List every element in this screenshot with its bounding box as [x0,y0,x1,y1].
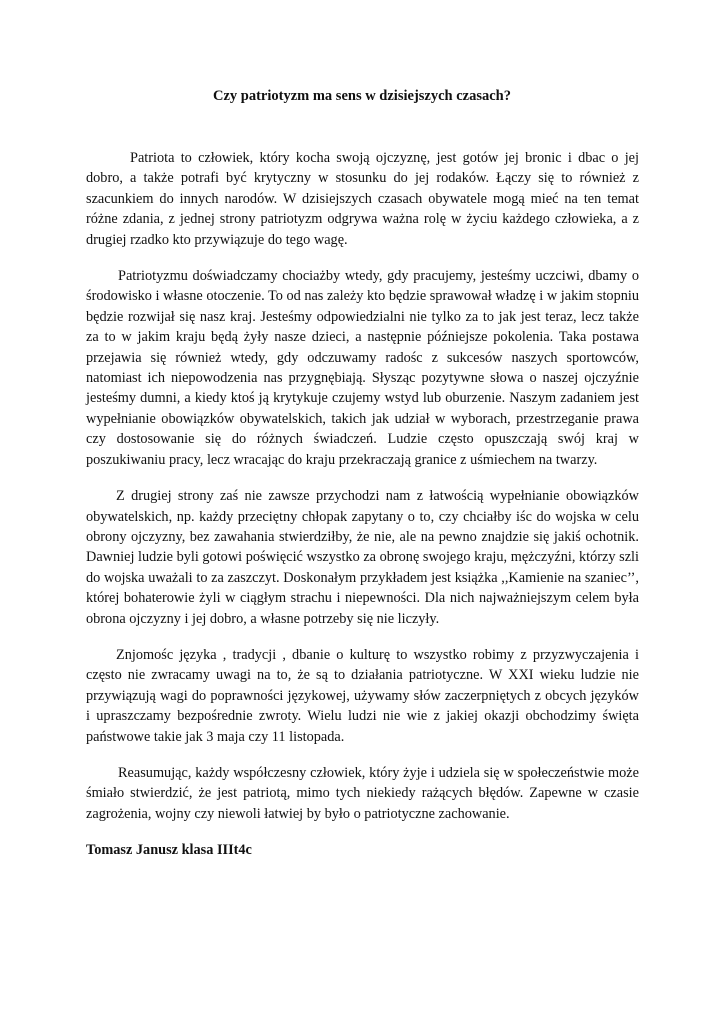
paragraph-language-tradition: Znjomośc języka , tradycji , dbanie o kulturę to wszystko robimy z przyzwyczajenia i często nie zwracamy uwagi na to, że są to działania patriotyczne. W XXI wieku ludzie nie przywiązują wagi do poprawności językowej, używamy słów zaczerpniętych z obcych języków i upraszczamy bezpośrednie zwroty. Wielu ludzi nie wie z jakiej okazji obchodzimy święta państwowe takie jak 3 maja czy 11 listopada. [86,646,639,745]
paragraph-counterpoint: Z drugiej strony zaś nie zawsze przychodzi nam z łatwością wypełnianie obowiązków obywatelskich, np. każdy przeciętny chłopak zapytany o to, czy chciałby iśc do wojska w celu obrony ojczyzny, bez zawahania stwierdziłby, że nie, ale na pewno znajdzie się jakiś ochotnik. Dawniej ludzie byli gotowi poświęcić wszystko za obronę swojego kraju, mężczyźni, którzy szli do wojska uważali to za zaszczyt. Doskonałym przykładem jest książka ,,Kamienie na szaniec’’, której bohaterowie żyli w ciągłym strachu i niepewności. Dla nich najważniejszym celem była obrona ojczyzny i jej dobro, a własne potrzeby się nie liczyły. [86,488,639,627]
document-title: Czy patriotyzm ma sens w dzisiejszych czasach? [212,88,511,104]
paragraph-patriotism-examples: Patriotyzmu doświadczamy chociażby wtedy, gdy pracujemy, jesteśmy uczciwi, dbamy o środowisko i własne otoczenie. To od nas zależy kto będzie sprawował władzę i w jakim stopniu będzie rozwijał się nasz kraj. Jesteśmy odpowiedzialni nie tylko za to jak jest teraz, lecz także za to w jakim kraju będą żyły nasze dzieci, a następnie późniejsze pokolenia. Taka postawa przejawia się również wtedy, gdy odczuwamy radośc z sukcesów naszych sportowców, natomiast ich niepowodzenia nas przygnębiają. Słysząc pozytywne słowa o naszej ojczyźnie jesteśmy dumni, a kiedy ktoś ją krytykuje czujemy wstyd lub oburzenie. Naszym zadaniem jest wypełnianie obowiązków obywatelskich, takich jak udział w wyborach, przestrzeganie prawa czy dostosowanie się do różnych świadczeń. Ludzie często opuszczają swój kraj w poszukiwaniu pracy, lecz wracając do kraju przekraczają granice z uśmiechem na twarzy. [86,268,639,468]
paragraph-intro: Patriota to człowiek, który kocha swoją ojczyznę, jest gotów jej bronic i dbac o jej dobro, a także potrafi być krytyczny w stosunku do jej rodaków. Łączy się to również z szacunkiem do innych narodów. W dzisiejszych czasach obywatele mogą mieć na ten temat różne zdania, z jednej strony patriotyzm odgrywa ważna rolę w życiu każdego człowieka, a z drugiej rzadko kto przywiązuje do tego wagę. [86,150,639,248]
author-signature: Tomasz Janusz klasa IIIt4c [86,842,252,859]
paragraph-conclusion: Reasumując, każdy współczesny człowiek, który żyje i udziela się w społeczeństwie może śmiało stwierdzić, że jest patriotą, mimo tych niekiedy rażących błędów. Zapewne w czasie zagrożenia, wojny czy niewoli łatwiej by było o patriotyczne zachowanie. [86,764,639,822]
document-body [86,148,639,860]
